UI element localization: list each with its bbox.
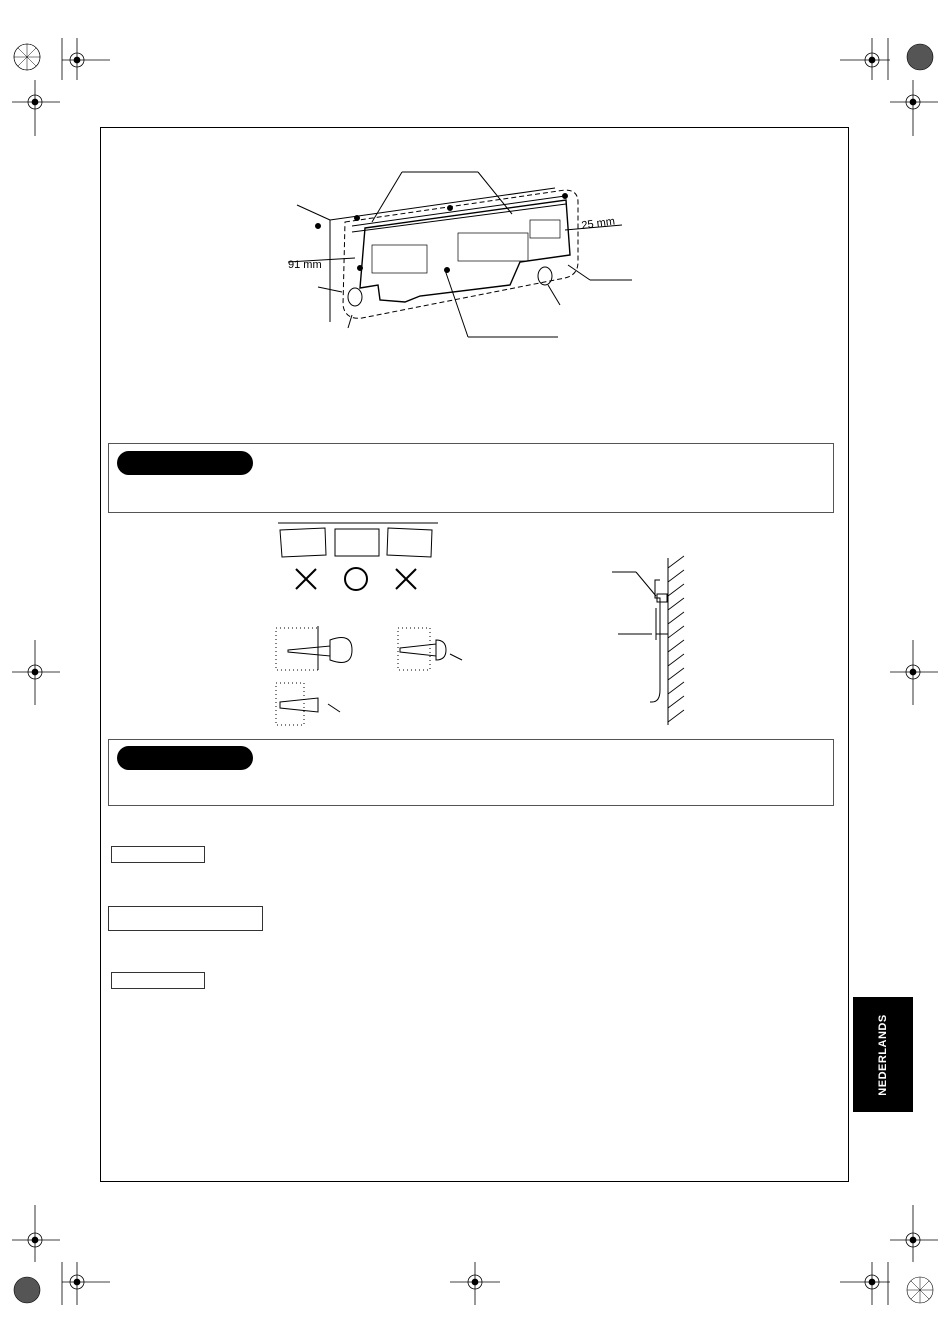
section-label-box-1: [111, 846, 205, 863]
note-heading-pill-2: [117, 746, 253, 770]
section-label-box-3: [111, 972, 205, 989]
section-label-box-2: [108, 906, 263, 931]
language-tab-label: NEDERLANDS: [877, 1013, 889, 1096]
dim-left-label: 91 mm: [288, 259, 322, 271]
language-tab: [853, 997, 913, 1112]
dim-right-label: 25 mm: [580, 215, 616, 232]
